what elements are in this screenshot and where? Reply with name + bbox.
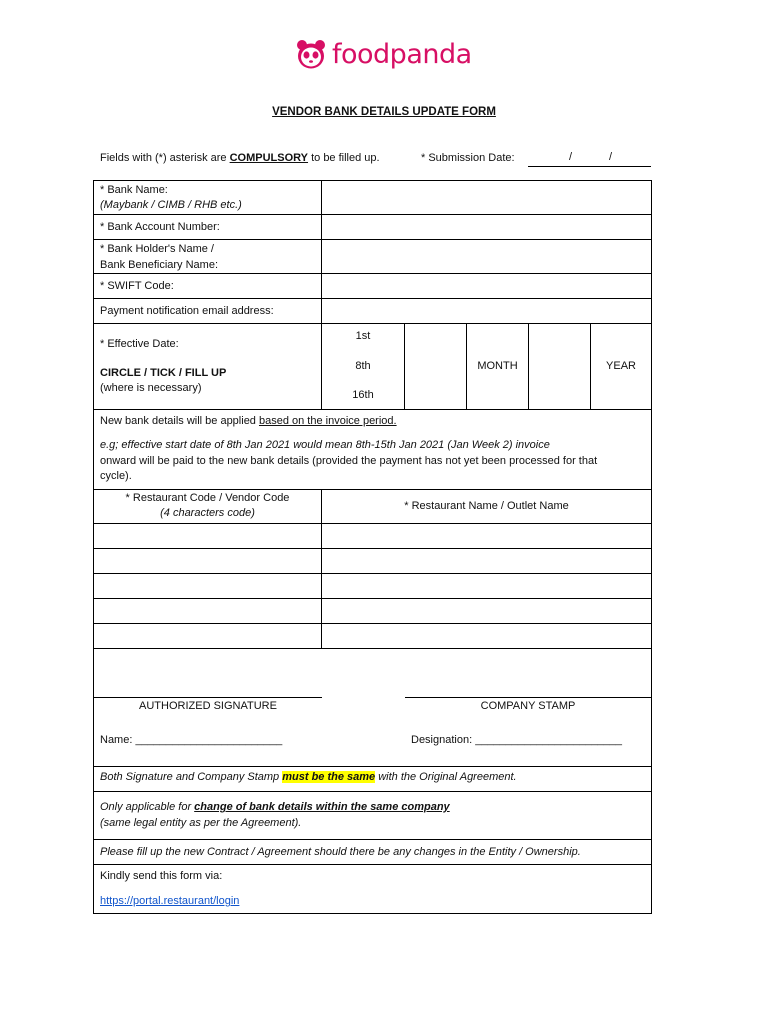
effective-instruction: CIRCLE / TICK / FILL UP <box>100 367 227 379</box>
restaurant-name-cell[interactable] <box>322 599 651 623</box>
panda-face-icon <box>296 38 326 70</box>
restaurant-code-cell[interactable] <box>94 624 321 648</box>
signature-match-note: Both Signature and Company Stamp must be the same with the Original Agreement. <box>100 771 517 783</box>
holder-name-field[interactable] <box>322 240 651 273</box>
send-via-label: Kindly send this form via: <box>100 870 223 882</box>
holder-name-label: * Bank Holder's Name / <box>100 243 214 255</box>
stamp-line <box>405 697 651 698</box>
email-label: Payment notification email address: <box>100 305 274 317</box>
foodpanda-logo <box>296 36 472 72</box>
day-option-8th[interactable]: 8th <box>355 360 371 372</box>
applicability-note-2: (same legal entity as per the Agreement). <box>100 817 302 829</box>
example-note-2: onward will be paid to the new bank details (provided the payment has not yet been processed for that <box>100 455 598 467</box>
portal-link[interactable]: https://portal.restaurant/login <box>100 895 240 907</box>
restaurant-name-cell[interactable] <box>322 549 651 573</box>
restaurant-name-cell[interactable] <box>322 624 651 648</box>
restaurant-name-cell[interactable] <box>322 574 651 598</box>
company-stamp-label: COMPANY STAMP <box>480 700 576 712</box>
brand-name: foodpanda <box>332 38 472 70</box>
authorized-signature-label: AUTHORIZED SIGNATURE <box>139 700 277 712</box>
day-field[interactable] <box>405 324 466 409</box>
bank-name-field[interactable] <box>322 181 651 214</box>
month-field[interactable] <box>529 324 590 409</box>
example-note-3: cycle). <box>100 470 132 482</box>
compulsory-note: Fields with (*) asterisk are COMPULSORY to be filled up. <box>100 152 380 164</box>
restaurant-code-header: * Restaurant Code / Vendor Code <box>125 492 290 504</box>
account-number-field[interactable] <box>322 215 651 239</box>
account-number-label: * Bank Account Number: <box>100 221 220 233</box>
day-option-1st[interactable]: 1st <box>355 330 371 342</box>
restaurant-code-cell[interactable] <box>94 549 321 573</box>
restaurant-code-hint: (4 characters code) <box>160 507 255 519</box>
restaurant-code-cell[interactable] <box>94 599 321 623</box>
applicability-note: Only applicable for change of bank details within the same company <box>100 801 450 813</box>
restaurant-name-header: * Restaurant Name / Outlet Name <box>404 500 569 512</box>
swift-code-field[interactable] <box>322 274 651 298</box>
month-label: MONTH <box>477 360 518 372</box>
holder-name-label-2: Bank Beneficiary Name: <box>100 259 218 271</box>
name-field[interactable]: Name: ________________________ <box>100 734 283 746</box>
bank-name-label: * Bank Name: <box>100 184 168 196</box>
example-note: e.g; effective start date of 8th Jan 2021 would mean 8th-15th Jan 2021 (Jan Week 2) invoice <box>100 439 550 451</box>
designation-field[interactable]: Designation: ________________________ <box>411 734 623 746</box>
signature-line <box>94 697 322 698</box>
form-table <box>93 180 652 914</box>
invoice-period-note: New bank details will be applied based on the invoice period. <box>100 415 397 427</box>
effective-date-label: * Effective Date: <box>100 338 179 350</box>
date-separator: / <box>569 151 573 163</box>
effective-instruction-hint: (where is necessary) <box>100 382 202 394</box>
restaurant-name-cell[interactable] <box>322 524 651 548</box>
form-title: VENDOR BANK DETAILS UPDATE FORM <box>272 106 496 118</box>
date-separator: / <box>609 151 613 163</box>
year-label[interactable]: YEAR <box>606 360 636 372</box>
email-field[interactable] <box>322 299 651 323</box>
restaurant-code-cell[interactable] <box>94 574 321 598</box>
contract-note: Please fill up the new Contract / Agreement should there be any changes in the Entity / Ownership. <box>100 846 581 858</box>
restaurant-code-cell[interactable] <box>94 524 321 548</box>
submission-date-field[interactable] <box>528 166 651 167</box>
day-option-16th[interactable]: 16th <box>352 389 374 401</box>
bank-name-hint: (Maybank / CIMB / RHB etc.) <box>100 199 242 211</box>
swift-code-label: * SWIFT Code: <box>100 280 174 292</box>
portal-link-wrapper <box>100 894 239 909</box>
submission-date-label: * Submission Date: <box>421 152 515 164</box>
